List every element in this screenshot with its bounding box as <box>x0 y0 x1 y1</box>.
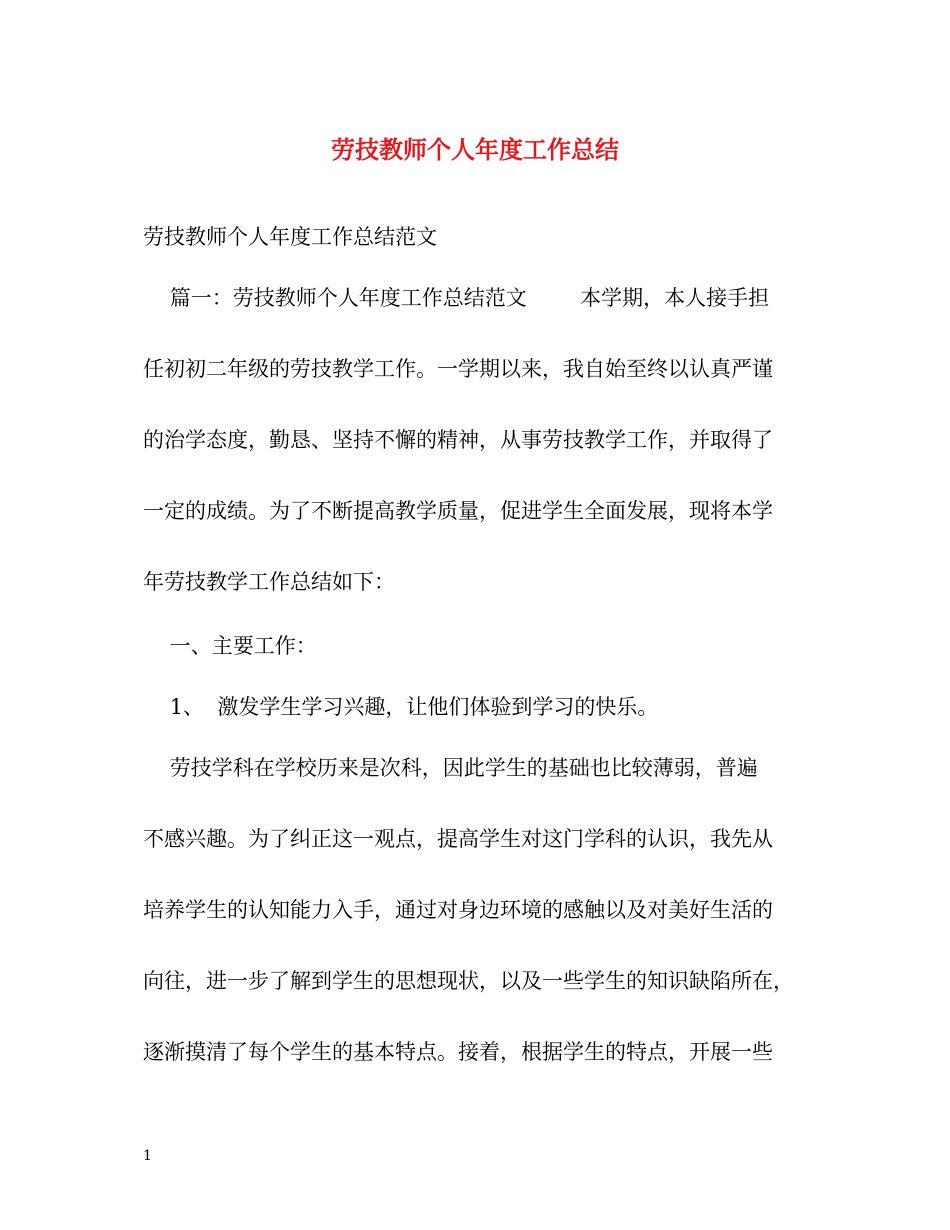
page-number: 1 <box>143 1148 152 1164</box>
body-line: 不感兴趣。为了纠正这一观点，提高学生对这门学科的认识，我先从 <box>143 827 773 851</box>
body-line: 向往，进一步了解到学生的思想现状，以及一些学生的知识缺陷所在， <box>143 969 794 993</box>
body-line: 劳技学科在学校历来是次科，因此学生的基础也比较薄弱，普遍 <box>143 756 758 780</box>
body-line: 一定的成绩。为了不断提高教学质量，促进学生全面发展，现将本学 <box>143 499 773 523</box>
body-line: 年劳技教学工作总结如下： <box>143 570 395 594</box>
subsection-heading: 1、 激发学生学习兴趣，让他们体验到学习的快乐。 <box>143 695 659 719</box>
body-line: 篇一：劳技教师个人年度工作总结范文 本学期，本人接手担 <box>143 286 770 310</box>
section-heading: 一、主要工作： <box>143 634 317 658</box>
document-title: 劳技教师个人年度工作总结 <box>331 135 619 164</box>
body-line: 逐渐摸清了每个学生的基本特点。接着，根据学生的特点，开展一些 <box>143 1040 773 1064</box>
body-line: 任初初二年级的劳技教学工作。一学期以来，我自始至终以认真严谨 <box>143 357 773 381</box>
body-line: 的治学态度，勤恳、坚持不懈的精神，从事劳技教学工作，并取得了 <box>143 428 773 452</box>
document-subtitle-line: 劳技教师个人年度工作总结范文 <box>143 225 437 249</box>
body-line: 培养学生的认知能力入手，通过对身边环境的感触以及对美好生活的 <box>143 898 773 922</box>
